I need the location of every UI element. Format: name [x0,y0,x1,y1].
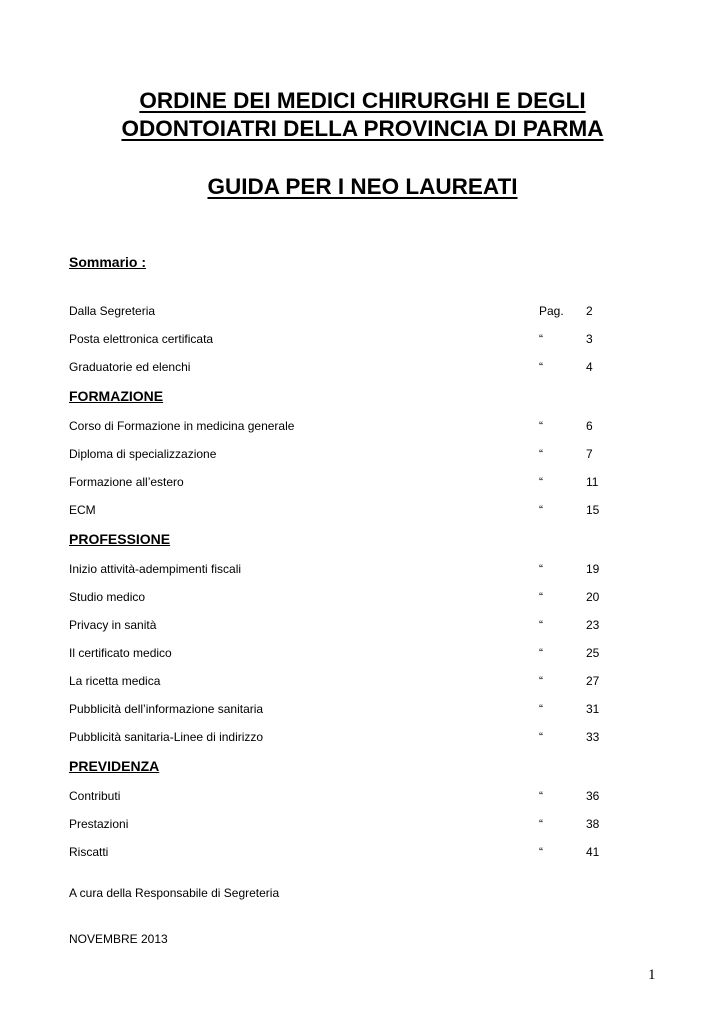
toc-entry-label: Diploma di specializzazione [69,447,217,461]
toc-entry-label: Pubblicità dell’informazione sanitaria [69,702,264,716]
toc-entry-label: Posta elettronica certificata [69,332,214,346]
toc-entry-label: La ricetta medica [69,674,161,688]
section-heading-previdenza: PREVIDENZA [69,758,160,774]
toc-entry-page: 27 [586,674,600,688]
toc-entry-label: Contributi [69,789,121,803]
toc-entry-page: 2 [586,304,593,318]
toc-entry-page: 41 [586,845,600,859]
toc-entry-label: Il certificato medico [69,646,172,660]
toc-entry-mark: “ [539,332,543,346]
toc-entry-page: 38 [586,817,600,831]
toc-entry-page: 15 [586,503,600,517]
section-heading-formazione: FORMAZIONE [69,388,164,404]
title-line-1: ORDINE DEI MEDICI CHIRURGHI E DEGLI [139,88,586,113]
toc-entry-mark: “ [539,475,543,489]
toc-entry-label: Corso di Formazione in medicina generale [69,419,295,433]
toc-entry-page: 3 [586,332,593,346]
toc-entry-page: 31 [586,702,600,716]
sommario-heading: Sommario : [69,254,147,270]
section-heading-professione: PROFESSIONE [69,531,171,547]
toc-entry-mark: “ [539,730,543,744]
toc-entry-label: Studio medico [69,590,146,604]
toc-entry-mark: “ [539,789,543,803]
toc-entry-mark: “ [539,590,543,604]
title-line-2: ODONTOIATRI DELLA PROVINCIA DI PARMA [121,116,604,141]
toc-entry-mark: “ [539,447,543,461]
toc-entry-label: ECM [69,503,96,517]
toc-entry-page: 36 [586,789,600,803]
toc-entry-mark: “ [539,674,543,688]
toc-entry-label: Inizio attività-adempimenti fiscali [69,562,242,576]
toc-entry-page: 4 [586,360,593,374]
toc-entry-mark: “ [539,360,543,374]
toc-entry-label: Formazione all’estero [69,475,184,489]
toc-entry-label: Prestazioni [69,817,129,831]
page-number: 1 [648,967,656,983]
toc-entry-label: Dalla Segreteria [69,304,156,318]
toc-entry-page: 6 [586,419,593,433]
toc-entry-label: Privacy in sanità [69,618,157,632]
toc-entry-page: 20 [586,590,600,604]
document-date: NOVEMBRE 2013 [69,932,168,946]
toc-entry-page: 7 [586,447,593,461]
toc-entry-mark: “ [539,419,543,433]
toc-entry-page: 11 [586,475,599,489]
toc-entry-mark: Pag. [539,304,564,318]
toc-entry-mark: “ [539,646,543,660]
toc-entry-page: 33 [586,730,600,744]
toc-entry-mark: “ [539,618,543,632]
toc-entry-label: Pubblicità sanitaria-Linee di indirizzo [69,730,264,744]
toc-entry-page: 19 [586,562,600,576]
toc-entry-page: 25 [586,646,600,660]
toc-entry-mark: “ [539,562,543,576]
toc-entry-label: Riscatti [69,845,109,859]
toc-entry-page: 23 [586,618,600,632]
document-subtitle: GUIDA PER I NEO LAUREATI [207,174,518,199]
credit-line: A cura della Responsabile di Segreteria [69,886,280,900]
toc-entry-mark: “ [539,845,543,859]
toc-entry-mark: “ [539,817,543,831]
toc-entry-label: Graduatorie ed elenchi [69,360,191,374]
toc-entry-mark: “ [539,503,543,517]
toc-entry-mark: “ [539,702,543,716]
